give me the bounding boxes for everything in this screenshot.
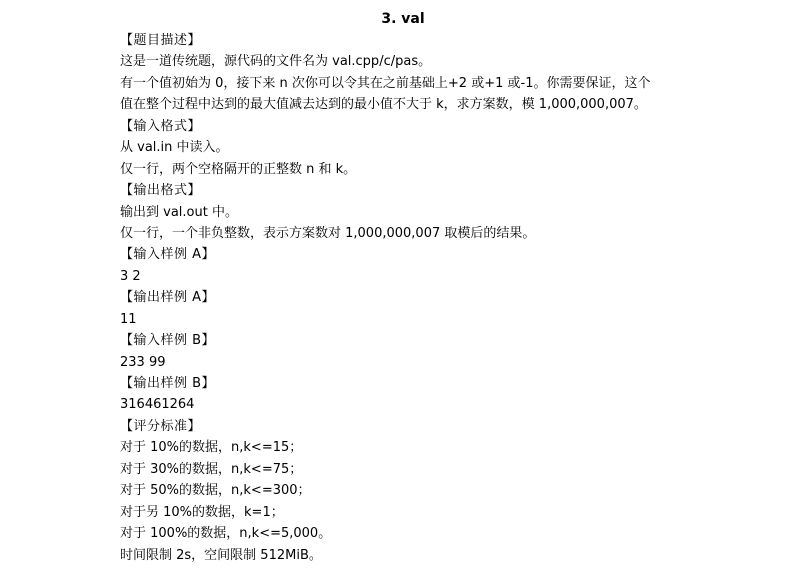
sample-output-b: 316461264 (120, 397, 195, 413)
limits-line: 时间限制 2s，空间限制 512MiB。 (120, 547, 322, 563)
sample-input-a: 3 2 (120, 268, 141, 284)
sample-input-b: 233 99 (120, 354, 166, 370)
scoring-line: 对于 30%的数据，n,k<=75； (120, 461, 303, 477)
section-header-output-format: 【输出格式】 (120, 183, 202, 199)
section-header-input-format: 【输入格式】 (120, 118, 202, 134)
input-format-line: 仅一行，两个空格隔开的正整数 n 和 k。 (120, 161, 357, 177)
scoring-line: 对于另 10%的数据，k=1； (120, 504, 284, 520)
section-header-scoring: 【评分标准】 (120, 418, 202, 434)
section-header-sample-output-b: 【输出样例 B】 (120, 376, 216, 391)
description-line: 值在整个过程中达到的最大值减去达到的最小值不大于 k，求方案数，模 1,000,000,007。 (120, 97, 647, 113)
output-format-line: 输出到 val.out 中。 (120, 204, 238, 220)
description-line: 有一个值初始为 0，接下来 n 次你可以令其在之前基础上+2 或+1 或-1。你需要保证，这个 (120, 75, 651, 91)
section-header-description: 【题目描述】 (120, 33, 202, 48)
section-header-sample-input-b: 【输入样例 B】 (120, 333, 216, 349)
scoring-line: 对于 100%的数据，n,k<=5,000。 (120, 526, 332, 542)
input-format-line: 从 val.in 中读入。 (120, 140, 229, 156)
problem-title: 3. val (381, 11, 425, 27)
section-header-sample-output-a: 【输出样例 A】 (120, 290, 216, 306)
scoring-line: 对于 10%的数据，n,k<=15； (120, 440, 303, 456)
sample-output-a: 11 (120, 311, 137, 327)
problem-body (120, 30, 800, 566)
section-header-sample-input-a: 【输入样例 A】 (120, 247, 216, 263)
description-line: 这是一道传统题，源代码的文件名为 val.cpp/c/pas。 (120, 54, 432, 70)
output-format-line: 仅一行，一个非负整数，表示方案数对 1,000,000,007 取模后的结果。 (120, 225, 536, 241)
scoring-line: 对于 50%的数据，n,k<=300； (120, 483, 311, 499)
